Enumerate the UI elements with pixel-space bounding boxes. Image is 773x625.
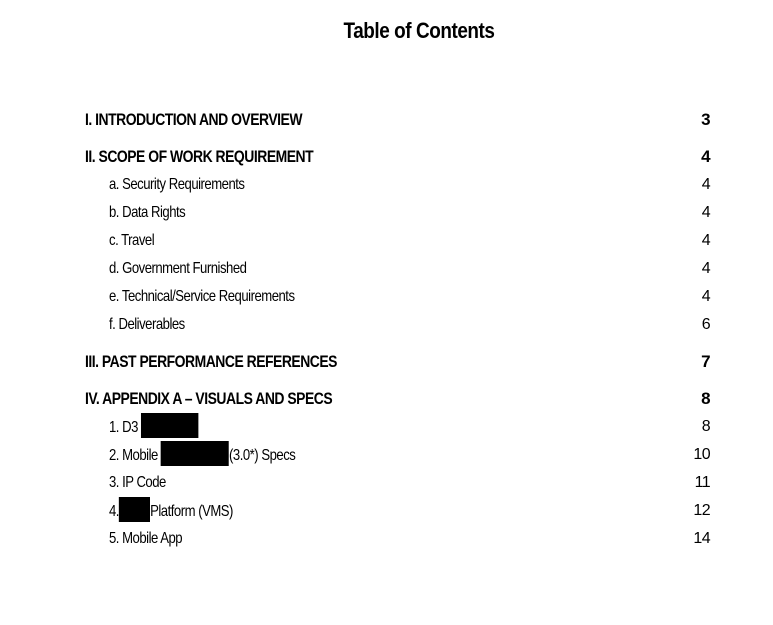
- toc-entry-text-before: 2. Mobile: [109, 447, 158, 464]
- toc-entry-scope-of-work: [85, 143, 710, 171]
- toc-list: [85, 106, 710, 553]
- toc-entry-security-requirements: [85, 171, 710, 199]
- toc-entry-page: 4: [701, 288, 710, 305]
- toc-entry-page: 3: [701, 110, 710, 129]
- redaction-box: [161, 441, 229, 466]
- toc-entry-appendix-item-1: [85, 413, 710, 441]
- toc-entry-label: I. INTRODUCTION AND OVERVIEW: [85, 110, 303, 129]
- toc-entry-past-performance: [85, 348, 710, 376]
- toc-entry-text-before: 1. D3: [109, 419, 138, 436]
- toc-entry-page: 4: [701, 147, 710, 166]
- toc-entry-label: II. SCOPE OF WORK REQUIREMENT: [85, 147, 314, 166]
- toc-entry-page: 6: [701, 316, 710, 333]
- toc-entry-appendix-item-4: [85, 497, 710, 525]
- toc-entry-label: a. Security Requirements: [109, 176, 245, 193]
- toc-entry-page: 12: [693, 502, 710, 519]
- toc-entry-travel: [85, 227, 710, 255]
- page-title: Table of Contents: [343, 18, 495, 43]
- toc-entry-deliverables: [85, 311, 710, 339]
- toc-entry-label: IV. APPENDIX A – VISUALS AND SPECS: [85, 389, 333, 408]
- toc-entry-page: 4: [701, 176, 710, 193]
- toc-entry-text-before: 4.: [109, 503, 119, 520]
- toc-entry-page: 14: [693, 530, 710, 547]
- toc-entry-appendix-a: [85, 385, 710, 413]
- toc-entry-page: 4: [701, 232, 710, 249]
- toc-entry-page: 10: [693, 446, 710, 463]
- toc-entry-text-after: (3.0*) Specs: [229, 447, 296, 464]
- toc-entry-page: 4: [701, 204, 710, 221]
- toc-entry-label: [109, 413, 198, 442]
- toc-entry-appendix-item-5: [85, 525, 710, 553]
- toc-entry-data-rights: [85, 199, 710, 227]
- toc-entry-page: 4: [701, 260, 710, 277]
- toc-entry-appendix-item-3: [85, 469, 710, 497]
- toc-entry-label: [109, 497, 233, 526]
- toc-entry-government-furnished: [85, 255, 710, 283]
- toc-entry-label: c. Travel: [109, 232, 155, 249]
- toc-entry-label: III. PAST PERFORMANCE REFERENCES: [85, 352, 337, 371]
- toc-entry-label: b. Data Rights: [109, 204, 186, 221]
- toc-entry-text-after: Platform (VMS): [150, 503, 233, 520]
- toc-entry-introduction: [85, 106, 710, 134]
- toc-entry-label: [109, 441, 295, 470]
- toc-entry-label: 5. Mobile App: [109, 530, 183, 547]
- toc-entry-page: 8: [701, 389, 710, 408]
- toc-entry-label: d. Government Furnished: [109, 260, 247, 277]
- toc-entry-label: 3. IP Code: [109, 474, 166, 491]
- toc-entry-label: f. Deliverables: [109, 316, 185, 333]
- redaction-box: [119, 497, 150, 522]
- redaction-box: [141, 413, 198, 438]
- toc-entry-technical-service-requirements: [85, 283, 710, 311]
- toc-entry-appendix-item-2: [85, 441, 710, 469]
- toc-entry-page: 7: [701, 352, 710, 371]
- toc-entry-page: 8: [701, 418, 710, 435]
- toc-entry-page: 11: [694, 474, 710, 491]
- toc-entry-label: e. Technical/Service Requirements: [109, 288, 295, 305]
